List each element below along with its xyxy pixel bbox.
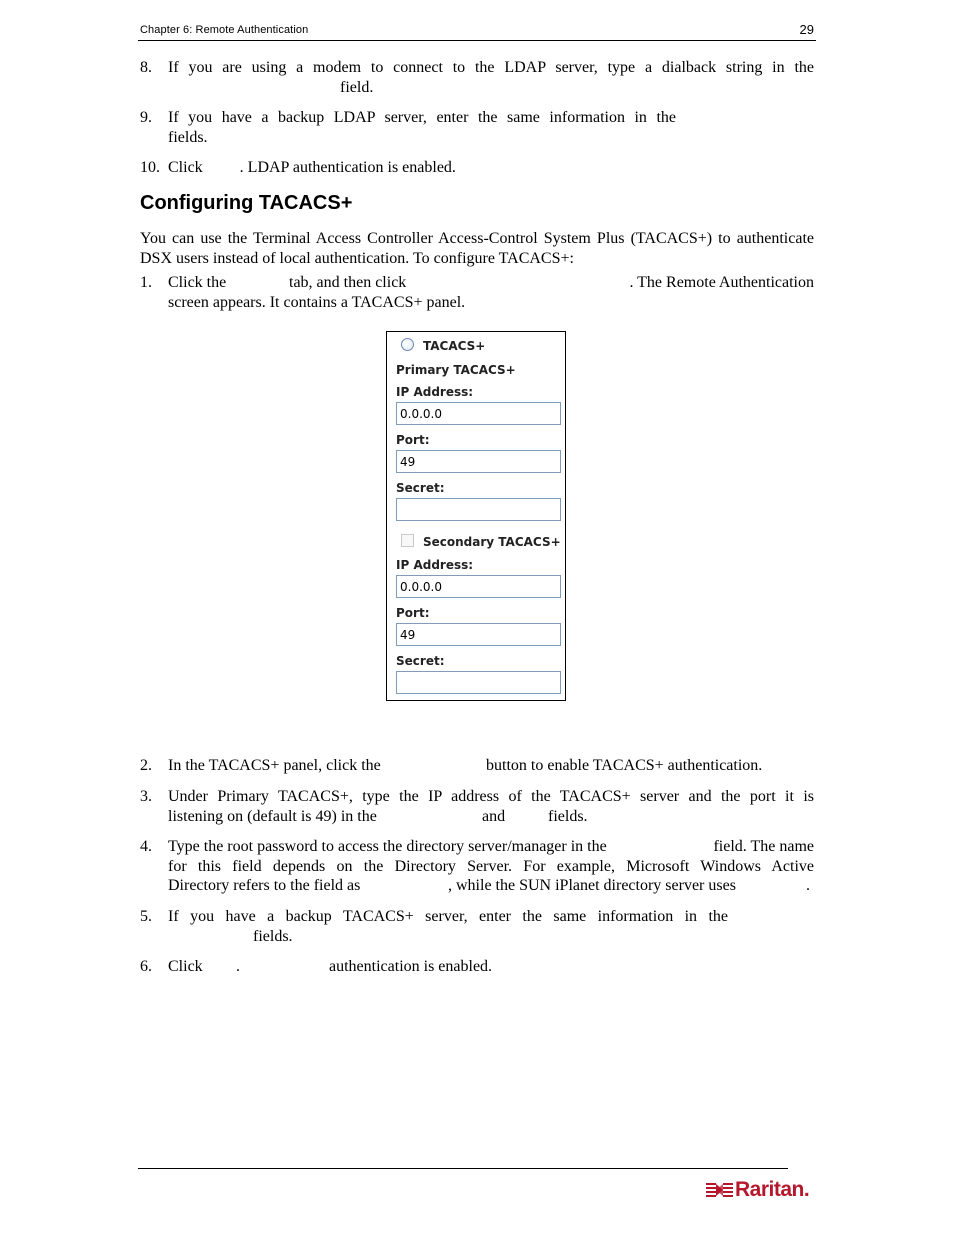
- step-text: In the TACACS+ panel, click the: [168, 757, 381, 774]
- step-3: [140, 787, 814, 826]
- section-heading: Configuring TACACS+: [140, 192, 353, 214]
- secondary-port-label: Port:: [396, 606, 430, 620]
- footer-divider: [138, 1168, 788, 1169]
- step-text: screen appears. It contains a TACACS+ panel.: [168, 293, 466, 311]
- step-text: tab, and then click: [289, 274, 407, 291]
- step-text: If you have a backup TACACS+ server, enter the same information in the: [168, 908, 728, 925]
- step-text: . The Remote Authentication: [629, 274, 814, 291]
- step-number: 1.: [140, 274, 152, 291]
- step-number: 4.: [140, 838, 152, 855]
- intro-text: You can use the Terminal Access Controller Access-Control System Plus (TACACS+) to authenticate DSX users instead of local authentication. To configure TACACS+:: [140, 230, 814, 267]
- page-header: [138, 22, 816, 41]
- step-number: 9.: [140, 109, 152, 126]
- step-number: 2.: [140, 757, 152, 774]
- step-8: [140, 58, 814, 97]
- step-text: Type the root password to access the directory server/manager in the: [168, 838, 607, 855]
- step-text: field. The name: [713, 838, 814, 855]
- step-number: 8.: [140, 59, 152, 76]
- step-number: 10.: [140, 159, 160, 176]
- step-text: field.: [340, 78, 374, 96]
- step-number: 6.: [140, 958, 152, 975]
- secondary-secret-input[interactable]: [396, 671, 561, 694]
- step-text: button to enable TACACS+ authentication.: [486, 757, 763, 774]
- primary-port-input[interactable]: [396, 450, 561, 473]
- primary-secret-input[interactable]: [396, 498, 561, 521]
- step-text: Click: [168, 159, 203, 176]
- step-1: [140, 273, 814, 312]
- step-text: Click the: [168, 274, 227, 291]
- secondary-tacacs-label: Secondary TACACS+: [423, 535, 561, 549]
- primary-tacacs-title: Primary TACACS+: [396, 363, 516, 377]
- tacacs-radio-label: TACACS+: [423, 339, 486, 353]
- step-text: listening on (default is 49) in the: [168, 807, 377, 825]
- primary-secret-label: Secret:: [396, 481, 445, 495]
- step-text: Click: [168, 958, 203, 975]
- step-10: [140, 158, 814, 178]
- raritan-brand-text: Raritan.: [735, 1178, 810, 1201]
- step-text: If you are using a modem to connect to the LDAP server, type a dialback string in the: [168, 59, 814, 76]
- step-text: .: [806, 877, 810, 894]
- step-text: authentication is enabled.: [329, 958, 493, 975]
- step-text: , while the SUN iPlanet directory server uses: [448, 877, 736, 894]
- step-text: fields.: [548, 807, 588, 825]
- chapter-title: Chapter 6: Remote Authentication: [140, 24, 309, 36]
- secondary-port-input[interactable]: [396, 623, 561, 646]
- raritan-logo: [706, 1176, 816, 1204]
- step-text: Directory refers to the field as: [168, 877, 361, 894]
- step-text: and: [482, 807, 506, 825]
- raritan-logo-icon: [706, 1182, 734, 1198]
- primary-ip-label: IP Address:: [396, 385, 474, 399]
- step-text: Under Primary TACACS+, type the IP address of the TACACS+ server and the port it is: [168, 788, 814, 805]
- primary-ip-input[interactable]: [396, 402, 561, 425]
- secondary-ip-label: IP Address:: [396, 558, 474, 572]
- step-text: for this field depends on the Directory Server. For example, Microsoft Windows Active: [168, 857, 814, 875]
- step-text: .: [236, 958, 240, 975]
- secondary-ip-input[interactable]: [396, 575, 561, 598]
- step-number: 3.: [140, 788, 152, 805]
- primary-port-label: Port:: [396, 433, 430, 447]
- tacacs-radio-button[interactable]: [401, 338, 414, 351]
- step-text: fields.: [253, 927, 293, 945]
- step-text: . LDAP authentication is enabled.: [239, 159, 456, 176]
- step-number: 5.: [140, 908, 152, 925]
- step-text: If you have a backup LDAP server, enter the same information in the: [168, 109, 676, 126]
- secondary-tacacs-checkbox[interactable]: [401, 534, 414, 547]
- intro-paragraph: [140, 229, 814, 268]
- secondary-secret-label: Secret:: [396, 654, 445, 668]
- step-9: [140, 108, 814, 147]
- step-5: [140, 907, 814, 946]
- step-2: [140, 756, 814, 776]
- page-number: 29: [799, 22, 814, 37]
- step-text: fields.: [168, 128, 208, 146]
- step-4: [140, 837, 814, 896]
- tacacs-panel: [386, 331, 566, 701]
- step-6: [140, 957, 814, 977]
